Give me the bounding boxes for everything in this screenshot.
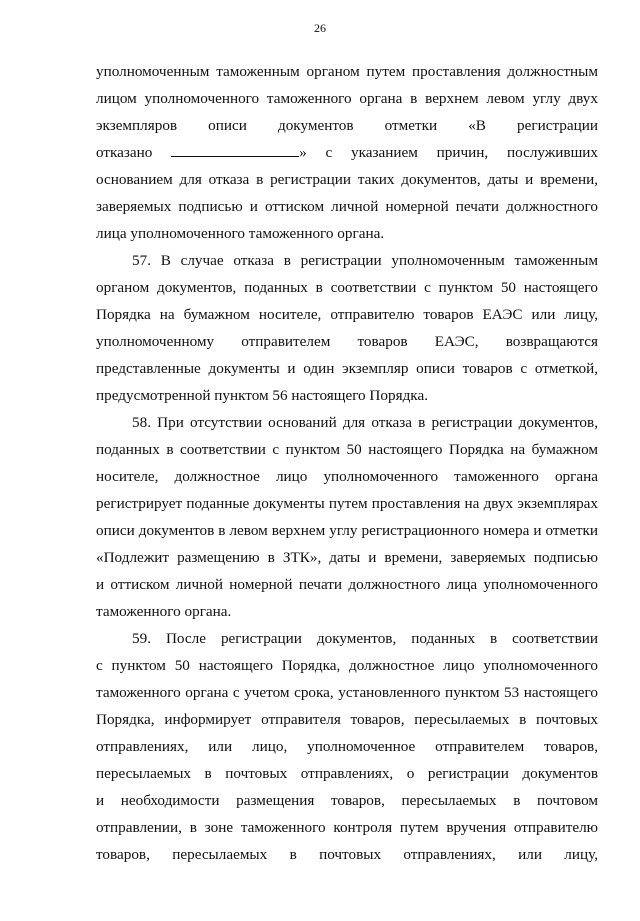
text-line: лица уполномоченного таможенного органа. — [96, 225, 385, 242]
text-line: Порядка, информирует отправителя товаров, пересылаемых в почтовых — [96, 711, 598, 728]
text-line: органом документов, поданных в соответствии с пунктом 50 настоящего — [96, 279, 598, 296]
text-line: экземпляров описи документов отметки «В регистрации — [96, 117, 598, 134]
text-line: таможенного органа с учетом срока, установленного пунктом 53 настоящего — [96, 684, 598, 701]
text-line: пересылаемых в почтовых отправлениях, о регистрации документов — [96, 765, 598, 782]
text-line: Порядка на бумажном носителе, отправителю товаров ЕАЭС или лицу, — [96, 306, 598, 323]
refused-prefix: отказано — [96, 144, 153, 161]
text-line: уполномоченному отправителем товаров ЕАЭС, возвращаются — [96, 333, 598, 350]
text-line: отправлениях, или лицо, уполномоченное отправителем товаров, — [96, 738, 598, 755]
document-body — [96, 58, 598, 868]
text-line: поданных в соответствии с пунктом 50 настоящего Порядка на бумажном — [96, 441, 598, 458]
text-line: предусмотренной пунктом 56 настоящего Порядка. — [96, 387, 428, 404]
text-line: основанием для отказа в регистрации таких документов, даты и времени, — [96, 171, 598, 188]
text-line: товаров, пересылаемых в почтовых отправлениях, или лицу, — [96, 846, 598, 863]
text-line: заверяемых подписью и оттиском личной номерной печати должностного — [96, 198, 598, 215]
text-line: отправлении, в зоне таможенного контроля путем вручения отправителю — [96, 819, 598, 836]
text-line: и необходимости размещения товаров, пересылаемых в почтовом — [96, 792, 598, 809]
text-line: лицом уполномоченного таможенного органа в верхнем левом углу двух — [96, 90, 598, 107]
paragraph-57-first-line: 57. В случае отказа в регистрации уполномоченным таможенным — [132, 252, 598, 269]
text-line: и оттиском личной номерной печати должностного лица уполномоченного — [96, 576, 598, 593]
text-line: представленные документы и один экземпляр описи товаров с отметкой, — [96, 360, 598, 377]
paragraph-58-first-line: 58. При отсутствии оснований для отказа в регистрации документов, — [132, 414, 598, 431]
text-line: с пунктом 50 настоящего Порядка, должностное лицо уполномоченного — [96, 657, 598, 674]
text-line: описи документов в левом верхнем углу регистрационного номера и отметки — [96, 522, 598, 539]
page-number: 26 — [314, 21, 326, 35]
text-line: носителе, должностное лицо уполномоченного таможенного органа — [96, 468, 598, 485]
text-line: регистрирует поданные документы путем проставления на двух экземплярах — [96, 495, 598, 512]
text-line-rest: » с указанием причин, послуживших — [299, 144, 598, 161]
paragraph-59-first-line: 59. После регистрации документов, поданных в соответствии — [132, 630, 598, 647]
text-line: «Подлежит размещению в ЗТК», даты и времени, заверяемых подписью — [96, 549, 598, 566]
text-line-with-blank — [96, 139, 598, 166]
text-line: таможенного органа. — [96, 603, 232, 620]
text-line: уполномоченным таможенным органом путем проставления должностным — [96, 63, 598, 80]
blank-field-line — [171, 141, 299, 157]
